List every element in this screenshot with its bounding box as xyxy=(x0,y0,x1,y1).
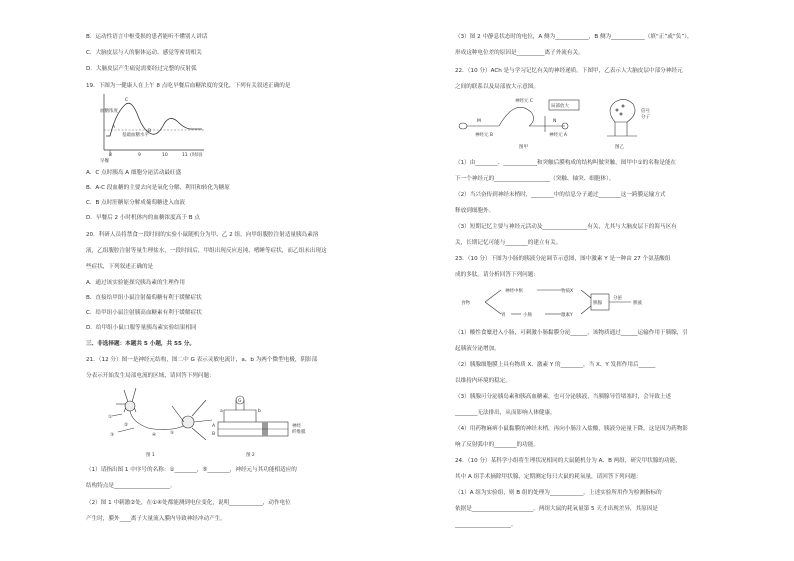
label-3: ③ xyxy=(110,433,115,438)
tick-10: 10 xyxy=(162,153,168,158)
q23-1-line2: 起胰液分泌增加。 xyxy=(455,346,500,352)
q24-line4: 依据是______________________。两组大鼠的耗氧量第 5 天才出现差异，其原因是 xyxy=(455,506,658,512)
q21-neuron-figure xyxy=(88,382,328,458)
q22-1-line2: 下一个神经元的____________________（突触、轴突、细胞体）。 xyxy=(455,176,615,182)
q18-option-d: D．大脑皮层产生痛觉需要经过完整的反射弧 xyxy=(86,66,197,72)
food-label: 食物 xyxy=(461,301,470,306)
q22-stem-line2: 之间的联系以及局部放大示意图。 xyxy=(455,84,539,90)
point-b-label: B xyxy=(148,129,152,134)
electrode-a: a xyxy=(220,409,223,414)
figure-2-caption: 图 2 xyxy=(246,453,255,458)
fiber-label-1: 神经 xyxy=(292,424,301,429)
pancreatic-juice-label: 胰液 xyxy=(633,301,642,306)
q20-stem-line2: 液，乙组腹腔注射等量生理盐水，一段时间后，甲组出现反应迟钝、嗜睡等症状，而乙组未出现这 xyxy=(86,248,327,254)
q21-stem-line2: 分表示开始发生局部电流的区域，请回答下列问题： xyxy=(86,373,215,379)
neuron-a-label: 神经元 A xyxy=(549,133,568,138)
neuron-b-label: 神经元 B xyxy=(475,133,494,138)
breakfast-label: 早餐 xyxy=(100,159,109,164)
q24-line1: 24．（10 分）某科学小组将生理状况相同的大鼠随机分为 A、B 两组，研究甲状腺的功能， xyxy=(455,458,681,464)
q20-stem-line3: 些症状，下列叙述正确的是 xyxy=(86,264,154,270)
q24-line2: 其中 A 组手术摘除甲状腺，定期测定每只大鼠的耗氧量，请回答下列问题： xyxy=(455,474,642,480)
tick-9: 9 xyxy=(138,153,141,158)
q22-stem-line1: 22．（10 分）ACh 是与学习记忆有关的神经递质。下图甲，乙表示人大脑皮层中部分神经元 xyxy=(455,68,683,74)
q23-stem-line1: 23．（10 分）下图为小肠的胰液分泌调节示意图，图中激素 Y 是一种由 27 个氨基酸组 xyxy=(455,256,671,262)
q23-4-line2: 响了反射弧中的________的功能。 xyxy=(455,442,539,448)
q22-3-line2: 关，长期记忆可能与________的建立有关。 xyxy=(455,240,562,246)
q21-2-line1: （2）图 1 中刺激②处，在①④处都能测到电位变化，说明____________，动作电位 xyxy=(86,500,291,506)
q19-option-d: D．早餐后 2 小时机体内的血糖浓度高于 B 点 xyxy=(86,215,200,221)
q21-3-line1: （3）图 2 中静息状态时的电位，A 侧为____________，B 侧为____________（填“正”或“负”）， xyxy=(455,34,693,40)
pancreas-label: 胰腺 xyxy=(593,301,602,306)
baseline-label: 基础血糖水平 xyxy=(122,133,149,138)
q23-4-line1: （4）用药物麻痹小鼠黏膜的神经末梢，再向小肠注入盐酸，胰液分泌量下降，这是因为药物影 xyxy=(455,426,688,432)
hormone-y-label: 激素Y xyxy=(561,313,573,318)
q23-stem-line2: 成的多肽。请分析回答下列问题： xyxy=(455,272,539,278)
label-4: ④ xyxy=(152,433,157,438)
galvanometer-g: G xyxy=(238,399,242,404)
q19-option-b: B．A-C 段血糖的主要去向是氧化分解、利用和转化为糖原 xyxy=(86,185,230,191)
q21-stem-line1: 21．（12 分）图一是神经元结构，图二中 G 表示灵敏电流计，a、b 为两个微型电极，阴影部 xyxy=(86,357,318,363)
figure-b-caption: 图乙 xyxy=(615,145,624,150)
side-b: B xyxy=(212,432,216,437)
secrete-label: 分泌 xyxy=(613,296,622,301)
q23-2-line1: （2）胰腺细胞膜上具有物质 X、激素 Y 的________，当 X、Y 发挥作用后______ xyxy=(455,362,656,368)
intestine-label: 小肠 xyxy=(523,313,532,318)
peak-label-c: C xyxy=(125,98,129,103)
q20-option-d: D．给甲组小鼠口服等量胰岛素实验结果相同 xyxy=(86,325,197,331)
q23-pancreas-figure xyxy=(461,280,701,326)
label-1: ① xyxy=(108,415,113,420)
q20-option-b: B．直接给甲组小鼠注射葡萄糖有利于缓解症状 xyxy=(86,295,202,301)
q22-2-line2: 释放到细胞外。 xyxy=(455,208,495,214)
neuron-c-label: 神经元 C xyxy=(515,99,534,104)
q19-blood-glucose-figure xyxy=(92,92,212,164)
q19-stem: 19．下图为一健康人在上午 8 点吃早餐后血糖浓度的变化，下列有关叙述正确的是 xyxy=(86,83,291,89)
q22-1-line1: （1）由________、____________和突触后膜构成的结构叫做突触，图甲中①的名称是能在 xyxy=(455,160,677,166)
signal-label-1: 信号 xyxy=(641,109,650,114)
q21-1-line1: （1）请指出图 1 中序号的名称：①________，⑤________，神经元与其功能相适应的 xyxy=(86,467,297,473)
tick-11: 11 xyxy=(182,153,188,158)
q21-1-line2: 结构特点是____________________。 xyxy=(86,483,176,489)
nerve-center-label: 神经中枢 xyxy=(505,289,523,294)
q18-option-b: B．运动性语言中枢受损的患者能听不懂别人讲话 xyxy=(86,34,208,40)
q19-option-c: C．B 点时肝糖原分解成葡萄糖进入血液 xyxy=(86,200,186,206)
substance-x-label: 物质X xyxy=(561,289,574,294)
q22-2-line1: （2）当兴奋传到神经末梢时，________中的信息分子通过________这一跨膜运输方式 xyxy=(455,192,666,198)
point-a-label: A xyxy=(112,125,116,130)
figure-a-caption: 图甲 xyxy=(519,145,528,150)
q24-line3: （1）A 组为实验组，则 B 组的处理为____________。上述实验所用作为检测指标的 xyxy=(455,490,662,496)
enlarge-label: 局部放大 xyxy=(551,104,569,109)
q23-3-line1: （3）胰腺可分泌胰岛素和胰高血糖素，也可分泌胰液，当胰腺导管堵塞时，会导致上述 xyxy=(455,394,672,400)
q20-option-c: C．给甲组小鼠注射胰高血糖素有利于缓解症状 xyxy=(86,310,202,316)
q24-line5: ____________________。 xyxy=(455,522,517,528)
electrode-b: b xyxy=(258,409,261,414)
q18-option-c: C．大脑皮层与人的躯体运动、感觉等密切相关 xyxy=(86,50,202,56)
label-5: ⑤ xyxy=(170,431,175,436)
q23-1-line1: （1）酸性食糜进入小肠，可刺激小肠黏膜分泌______，该物质通过______运输作用于胰腺，引 xyxy=(455,330,688,336)
side-a: A xyxy=(212,424,216,429)
q19-option-a: A．C 点时胰岛 A 细胞分泌活动最旺盛 xyxy=(86,170,182,176)
q20-option-a: A．通过该实验能探究胰岛素的生理作用 xyxy=(86,280,185,286)
q22-synapse-figure xyxy=(455,92,675,150)
signal-label-2: 分子 xyxy=(641,115,650,120)
time-unit-label: (时间) xyxy=(190,153,203,158)
stomach-label: 胃 xyxy=(501,313,506,318)
q21-3-line2: 形成这种电位差的原因是__________离子外流有关。 xyxy=(455,50,584,56)
section-3-heading: 三、非选择题：本题共 5 小题，共 55 分。 xyxy=(86,341,195,347)
q21-2-line2: 产生时，膜外____离子大量流入膜内导致神经冲动产生。 xyxy=(86,516,226,522)
q20-stem-line1: 20．科研人员将禁食一段时间的实验小鼠随机分为甲、乙 2 组，向甲组腹腔注射适量胰岛素溶 xyxy=(86,232,319,238)
m-label: M xyxy=(477,119,481,124)
q23-2-line2: 以维持内环境的稳定。 xyxy=(455,378,511,384)
figure-1-caption: 图 1 xyxy=(146,453,155,458)
label-2: ② xyxy=(124,423,129,428)
tick-8: 8 xyxy=(109,153,112,158)
glucose-axis-label: 血糖浓度 xyxy=(100,109,118,114)
q23-3-line2: ________无法排出，从而影响人体健康。 xyxy=(455,410,556,416)
q22-3-line1: （3）短期记忆主要与神经元活动及________________有关，尤其与大脑皮层下的海马区有 xyxy=(455,224,677,230)
n-label: N xyxy=(553,119,557,124)
fiber-label-2: 纤维膜 xyxy=(292,430,306,435)
